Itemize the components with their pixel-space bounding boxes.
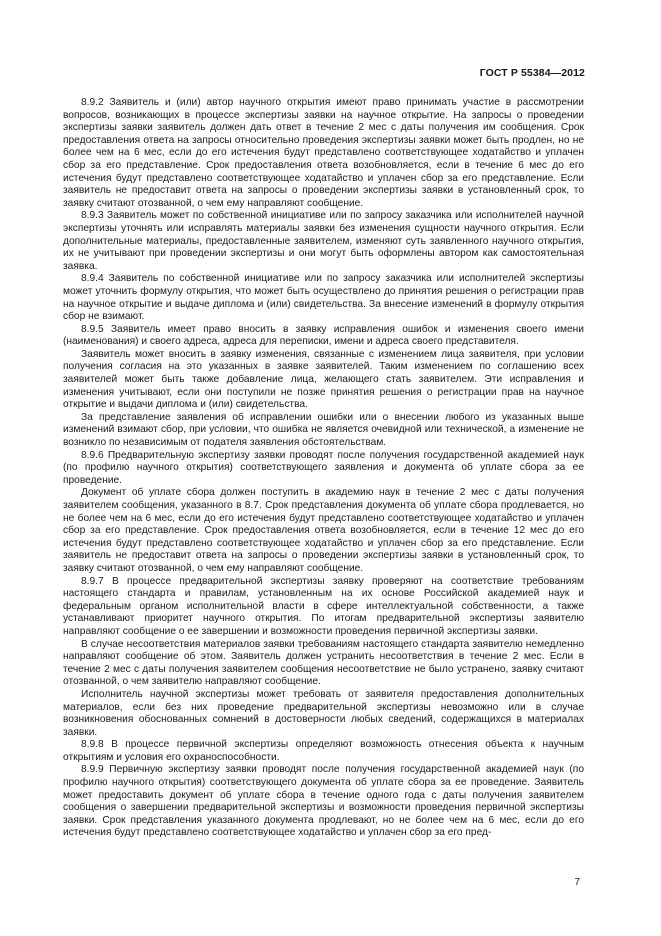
paragraph-applicant-changes: Заявитель может вносить в заявку изменения, связанные с изменением лица заявителя, при условии получения согласия на это указанных в заявке заявителей. Таким изменением по соглашению всех заявителей может быть также добавление лица, желающего стать заявителем. Эти исправления и изменения учитывают, если они поступили не позже принятия решения о регистрации прав на научное открытие и выдачи диплома и (или) свидетельства. (63, 348, 584, 411)
paragraph-8-9-3: 8.9.3 Заявитель может по собственной инициативе или по запросу заказчика или исполнителей научной экспертизы уточнять или исправлять материалы заявки без изменения сущности научного открытия. Если дополнительные материалы, предоставленные заявителем, изменяют суть заявленного научного открытия, их не учитывают при проведении экспертизы и они могут быть оформлены автором как самостоятельная заявка. (63, 210, 584, 272)
paragraph-8-9-6: 8.9.6 Предварительную экспертизу заявки проводят после получения государственной академией наук (по профилю научного открытия) соответствующего заявления и документа об уплате сбора за ее проведение. (63, 449, 584, 486)
paragraph-8-9-8: 8.9.8 В процессе первичной экспертизы определяют возможность отнесения объекта к научным открытиям и условия его охраноспособности. (63, 739, 584, 763)
page-number: 7 (574, 877, 580, 888)
paragraph-additional-materials: Исполнитель научной экспертизы может требовать от заявителя предоставления дополнительных материалов, если без них проведение предварительной экспертизы невозможно или в случае возникновения обоснованных сомнений в достоверности любых сведений, содержащихся в материалах заявки. (63, 688, 584, 738)
paragraph-fee-document: Документ об уплате сбора должен поступить в академию наук в течение 2 мес с даты получения заявителем сообщения, указанного в 8.7. Срок представления документа об уплате сбора продлевается, но не более чем на 6 мес, если до его истечения будут представлено соответствующее ходатайство и уплачен сбор за его представление. Срок предоставления ответа возобновляется, если в течение 12 мес до его истечения будут представлено соответствующее ходатайство и уплачен сбор за его представление. Если заявитель не предоставит ответа на запросы о проведении экспертизы заявки в установленный срок, то заявку считают отозванной, о чем ему направляют сообщение. (63, 487, 584, 574)
standard-header: ГОСТ Р 55384—2012 (479, 67, 585, 79)
paragraph-8-9-5: 8.9.5 Заявитель имеет право вносить в заявку исправления ошибок и изменения своего имени (наименования) и своего адреса, адреса для переписки, имени и адреса своего представителя. (63, 323, 584, 348)
paragraph-8-9-9: 8.9.9 Первичную экспертизу заявки проводят после получения государственной академией наук (по профилю научного открытия) соответствующего документа об уплате сбора за ее проведение. Заявитель может предоставить документ об уплате сбора в течение одного года с даты получения заявителем сообщения о завершении предварительной экспертизы и возможности проведения первичной экспертизы заявки. Срок представления указанного документа продлевают, но не более чем на 6 мес, если до его истечения будут представлено соответствующее ходатайство и уплачен сбор за его пред- (63, 764, 584, 839)
paragraph-correction-fee: За представление заявления об исправлении ошибки или о внесении любого из указанных выше изменений взимают сбор, при условии, что ошибка не является очевидной или технической, а изменение не возникло по независимым от подателя заявления обстоятельствам. (63, 411, 584, 449)
paragraph-8-9-2: 8.9.2 Заявитель и (или) автор научного открытия имеют право принимать участие в рассмотрении вопросов, возникающих в процессе экспертизы заявки на научное открытие. На запросы о проведении экспертизы заявки заявитель должен дать ответ в течение 2 мес с даты получения им сообщения. Срок предоставления ответа на запросы относительно проведения экспертизы заявки может быть продлен, но не более чем на 6 мес, если до его истечения будут представлено соответствующее ходатайство и уплачен сбор за его представление. Срок предоставления ответа возобновляется, если в течение 6 мес до его истечения будут представлено соответствующее ходатайство и уплачен сбор за его представление. Если заявитель не предоставит ответа на запросы о проведении экспертизы заявки в установленный срок, то заявку считают отозванной, о чем ему направляют сообщение. (63, 97, 584, 209)
paragraph-8-9-4: 8.9.4 Заявитель по собственной инициативе или по запросу заказчика или исполнителей экспертизы может уточнить формулу открытия, что может быть осуществлено до принятия решения о регистрации прав на научное открытие и выдаче диплома и (или) свидетельства. За внесение изменений в формулу открытия сбор не взимают. (63, 273, 584, 323)
document-body (63, 97, 584, 840)
paragraph-nonconformity: В случае несоответствия материалов заявки требованиям настоящего стандарта заявителю немедленно направляют сообщение об этом. Заявитель должен устранить несоответствия в течение 2 мес. Если в течение 2 мес с даты получения заявителем сообщения несоответствие не было устранено, заявку считают отозванной, о чем заявителю направляют сообщение. (63, 638, 584, 688)
paragraph-8-9-7: 8.9.7 В процессе предварительной экспертизы заявку проверяют на соответствие требованиям настоящего стандарта и правилам, установленным на их основе Российской академией наук и федеральным органом исполнительной власти в сфере интеллектуальной собственности, а также устанавливают приоритет научного открытия. По итогам предварительной экспертизы заявителю направляют сообщение о ее завершении и возможности проведения первичной экспертизы заявки. (63, 575, 584, 637)
